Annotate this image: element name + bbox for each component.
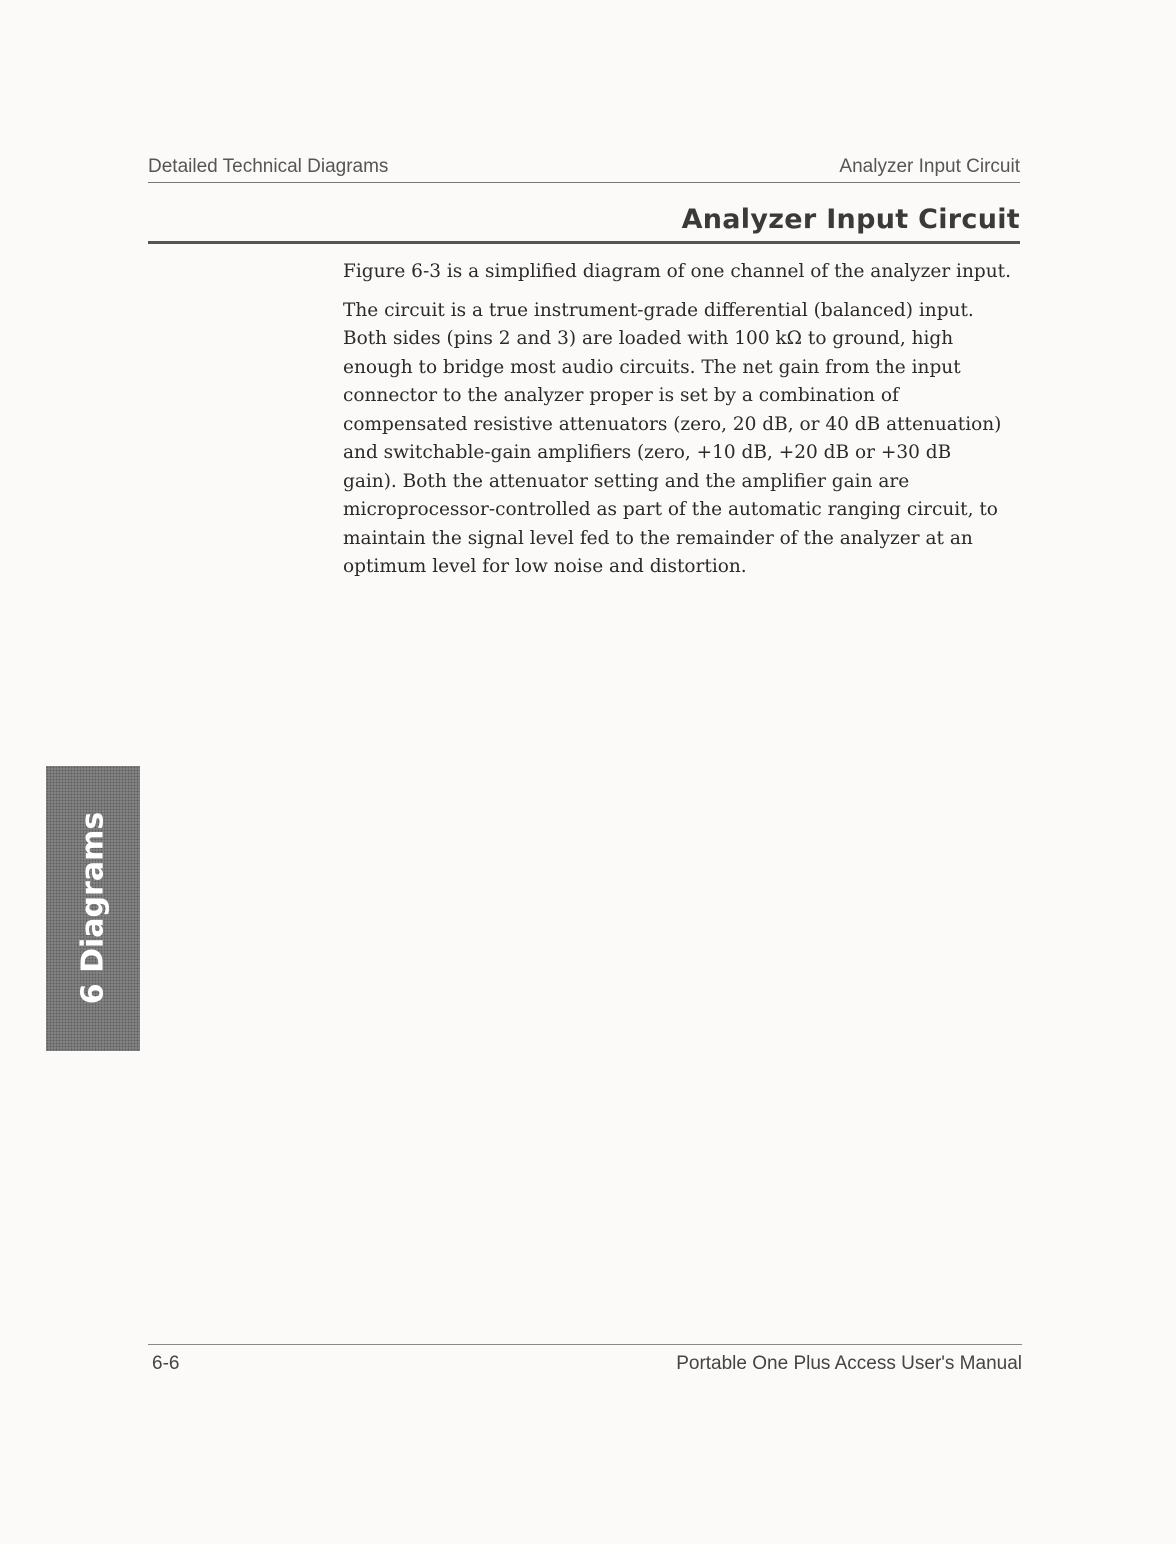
body-text xyxy=(343,258,1013,592)
running-header xyxy=(148,154,1020,183)
text-line: microprocessor-controlled as part of the automatic ranging circuit, to xyxy=(343,499,998,520)
text-line: gain). Both the attenuator setting and the amplifier gain are xyxy=(343,470,910,492)
section-title: Analyzer Input Circuit xyxy=(681,204,1020,235)
text-line: The circuit is a true instrument-grade differential (balanced) input. xyxy=(343,299,974,321)
header-section-title: Analyzer Input Circuit xyxy=(839,156,1020,177)
text-line: and switchable-gain amplifiers (zero, +10 dB, +20 dB or +30 dB xyxy=(343,442,952,463)
page-number: 6-6 xyxy=(152,1353,180,1374)
chapter-side-tab xyxy=(46,766,140,1051)
text-line: compensated resistive attenuators (zero, 20 dB, or 40 dB attenuation) xyxy=(343,413,1002,435)
manual-title: Portable One Plus Access User's Manual xyxy=(676,1353,1022,1374)
title-rule xyxy=(148,241,1020,244)
text-line: maintain the signal level fed to the remainder of the analyzer at an xyxy=(343,527,973,549)
paragraph-figure-reference: Figure 6-3 is a simplified diagram of one channel of the analyzer input. xyxy=(343,261,1011,282)
text-line: connector to the analyzer proper is set by a combination of xyxy=(343,385,899,406)
header-chapter-title: Detailed Technical Diagrams xyxy=(148,156,389,177)
text-line: enough to bridge most audio circuits. The net gain from the input xyxy=(343,356,961,378)
chapter-tab-label: 6 Diagrams xyxy=(75,811,111,1005)
paragraph-circuit-description xyxy=(343,297,1013,582)
page-footer xyxy=(148,1344,1022,1374)
text-line: Both sides (pins 2 and 3) are loaded with 100 kΩ to ground, high xyxy=(343,328,954,349)
text-line: optimum level for low noise and distortion. xyxy=(343,556,747,577)
